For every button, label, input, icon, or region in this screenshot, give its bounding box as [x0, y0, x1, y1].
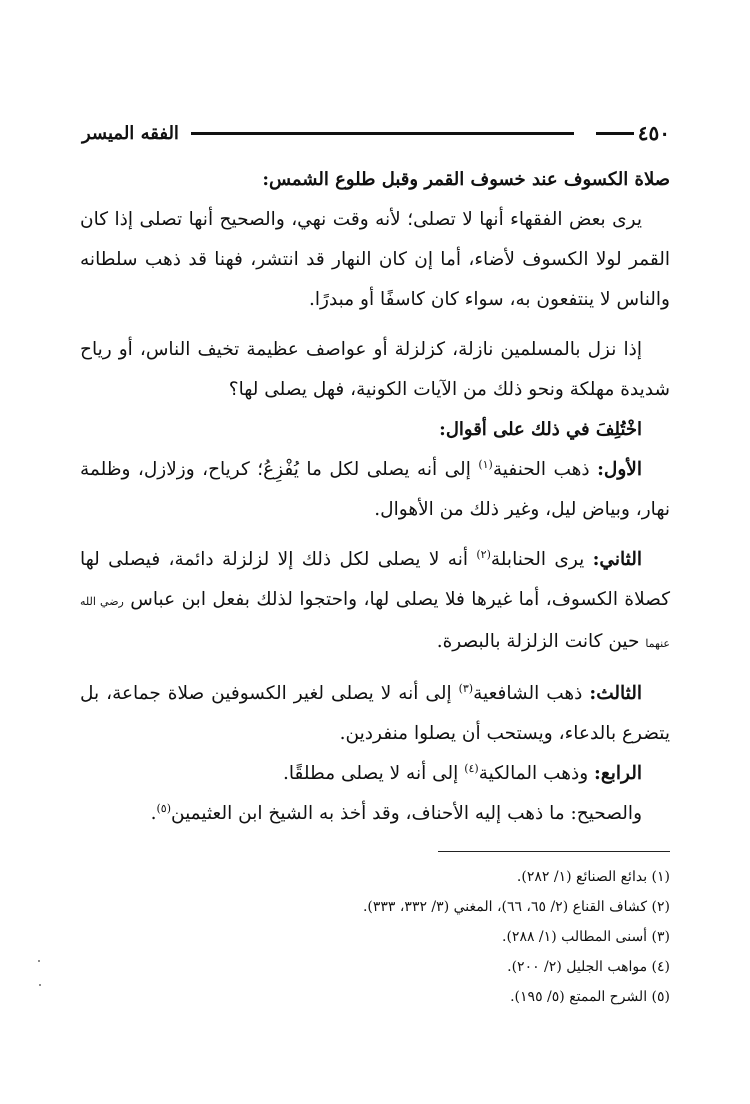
footnote-ref-3[interactable]: (٣) [458, 681, 474, 695]
opinion-4 [80, 754, 670, 794]
footnote-5: (٥) الشرح الممتع (٥/ ١٩٥). [510, 989, 670, 1005]
section-heading: صلاة الكسوف عند خسوف القمر وقبل طلوع الشمس: [262, 169, 670, 190]
running-header [82, 118, 670, 148]
opinion-1-text-b: إلى أنه يصلى لكل ما يُفْزِعُ؛ كرياح، وزلازل، وظلمة نهار، وبياض ليل، وغير ذلك من الأهوال. [80, 459, 670, 520]
opinion-2-label: الثاني: [592, 549, 642, 570]
footnote-4: (٤) مواهب الجليل (٢/ ٢٠٠). [507, 959, 670, 975]
conclusion-text-b: . [150, 803, 157, 824]
opinion-2-text-b: أنه لا يصلى لكل ذلك إلا لزلزلة دائمة، فيصلى لها كصلاة الكسوف، أما غيرها فلا يصلى لها، واحتجوا لذلك بفعل ابن عباس [80, 549, 670, 610]
opinion-3-label: الثالث: [589, 683, 643, 704]
opinion-2 [80, 540, 670, 664]
book-title: الفقه الميسر [82, 122, 179, 144]
opinion-1-label: الأول: [597, 459, 642, 480]
paragraph-1: يرى بعض الفقهاء أنها لا تصلى؛ لأنه وقت نهي، والصحيح أنها تصلى إذا كان القمر لولا الكسوف لأضاء، أما إن كان النهار قد انتشر، فهنا قد ذهب سلطانه والناس لا ينتفعون به، سواء كان كاسفًا أو مبدرًا. [80, 209, 670, 310]
conclusion [80, 794, 670, 834]
paragraph-2: إذا نزل بالمسلمين نازلة، كزلزلة أو عواصف عظيمة تخيف الناس، أو رياح شديدة مهلكة ونحو ذلك من الآيات الكونية، فهل يصلى لها؟ [80, 339, 670, 400]
footnote-separator [438, 851, 670, 852]
footnote-ref-1[interactable]: (١) [478, 457, 493, 471]
honorific-glyph: رضي الله عنهما [80, 595, 670, 650]
opinion-3 [80, 674, 670, 754]
footnote-ref-5[interactable]: (٥) [156, 801, 172, 815]
footnote-ref-2[interactable]: (٢) [476, 547, 491, 561]
opinion-2-text-a: يرى الحنابلة [490, 549, 593, 570]
opinion-3-text-a: ذهب الشافعية [473, 683, 590, 704]
opinion-2-text-c: حين كانت الزلزلة بالبصرة. [436, 631, 646, 652]
opinion-1-text-a: ذهب الحنفية [492, 459, 598, 480]
opinion-4-text-a: وذهب المالكية [478, 763, 595, 784]
footnote-3: (٣) أسنى المطالب (١/ ٢٨٨). [502, 929, 670, 945]
footnote-2: (٢) كشاف القناع (٢/ ٦٥، ٦٦)، المغني (٣/ ٣٣٢، ٣٣٣). [362, 899, 670, 915]
footnote-ref-4[interactable]: (٤) [464, 761, 479, 775]
main-text [80, 160, 670, 834]
footnotes [200, 862, 670, 1012]
opinion-4-text-b: إلى أنه لا يصلى مطلقًا. [283, 763, 465, 784]
opinion-3-text-b: إلى أنه لا يصلى لغير الكسوفين صلاة جماعة، بل يتضرع بالدعاء، ويستحب أن يصلوا منفردين. [80, 683, 670, 744]
header-long-rule [191, 132, 574, 135]
opinion-1 [80, 450, 670, 530]
opinions-heading: اخْتُلِفَ في ذلك على أقوال: [439, 419, 642, 440]
header-short-rule [596, 132, 634, 135]
footnote-1: (١) بدائع الصنائع (١/ ٢٨٢). [516, 869, 670, 885]
page-number: ٤٥٠ [637, 121, 670, 145]
opinion-4-label: الرابع: [594, 763, 642, 784]
conclusion-text-a: والصحيح: ما ذهب إليه الأحناف، وقد أخذ به الشيخ ابن العثيمين [171, 803, 642, 824]
